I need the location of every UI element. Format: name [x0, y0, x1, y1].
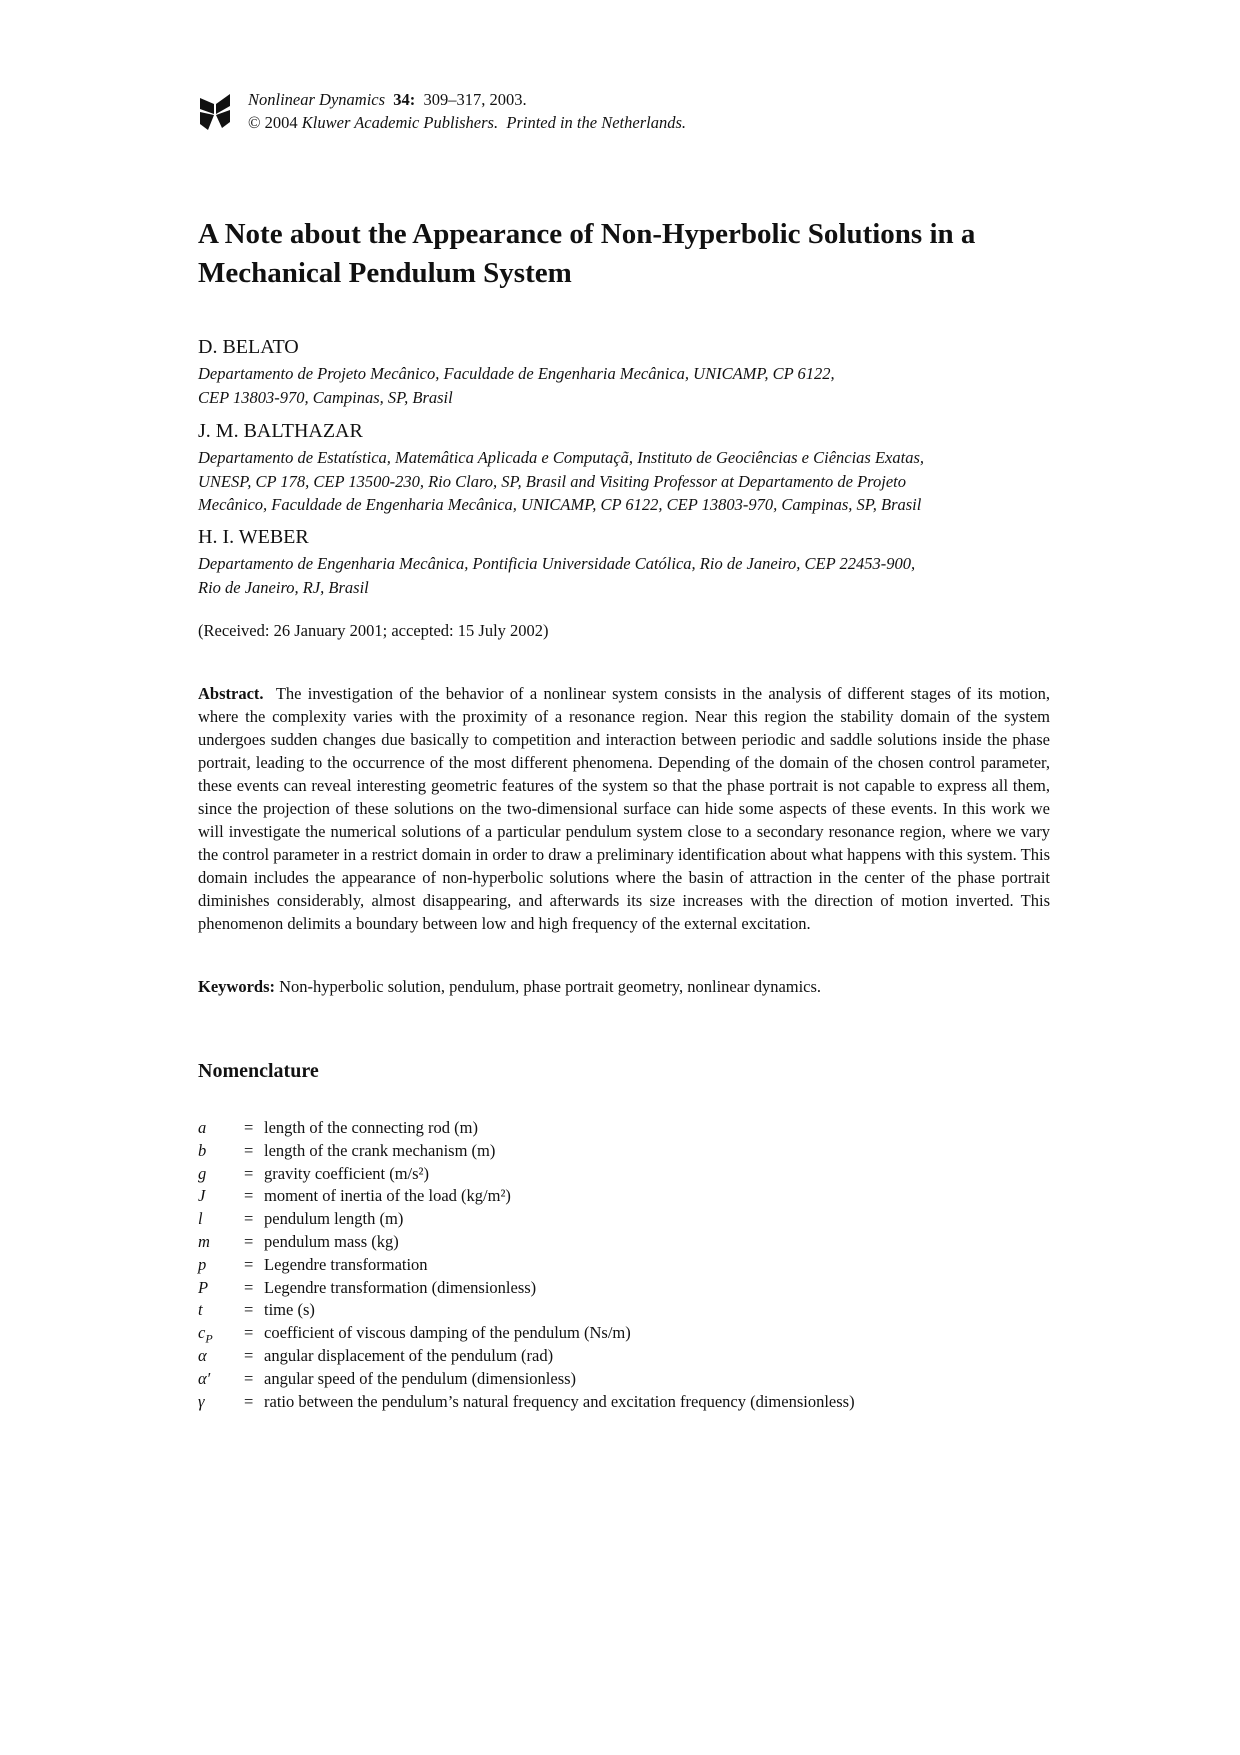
author-2: [198, 418, 1078, 517]
nomenclature-symbol: α′: [198, 1368, 211, 1388]
nomenclature-description: time (s): [264, 1300, 315, 1320]
nomenclature-symbol: $c_P$: [198, 1323, 213, 1346]
keywords: [198, 976, 1058, 998]
nomenclature-equals: =: [244, 1345, 254, 1365]
nomenclature-description: gravity coefficient (m/s²): [264, 1163, 429, 1183]
nomenclature-row: [198, 1208, 1098, 1231]
author-affiliation: [198, 552, 1078, 599]
nomenclature-equals: =: [244, 1163, 254, 1183]
nomenclature-equals: =: [244, 1368, 254, 1388]
journal-pages: 309–317, 2003.: [423, 90, 527, 109]
nomenclature-symbol: α: [198, 1345, 207, 1365]
paper-title: [198, 215, 1098, 293]
nomenclature-description: coefficient of viscous damping of the pendulum (Ns/m): [264, 1323, 631, 1343]
author-affiliation: [198, 446, 1078, 517]
nomenclature-description: Legendre transformation: [264, 1254, 428, 1274]
nomenclature-description: moment of inertia of the load (kg/m²): [264, 1186, 511, 1206]
nomenclature-description: ratio between the pendulum’s natural frequency and excitation frequency (dimensionless): [264, 1391, 855, 1411]
title-line-2: Mechanical Pendulum System: [198, 257, 572, 289]
nomenclature-description: pendulum length (m): [264, 1209, 404, 1229]
nomenclature-row: [198, 1345, 1098, 1368]
nomenclature-symbol: l: [198, 1209, 203, 1229]
affiliation-line: Departamento de Engenharia Mecânica, Pontificia Universidade Católica, Rio de Janeiro, CEP 22453-900,: [198, 554, 916, 573]
keywords-label: Keywords:: [198, 977, 275, 996]
nomenclature-symbol: g: [198, 1163, 207, 1183]
nomenclature-row: [198, 1391, 1098, 1414]
nomenclature-heading: Nomenclature: [198, 1060, 319, 1082]
publisher-logo-icon: [198, 92, 232, 132]
affiliation-line: Departamento de Projeto Mecânico, Faculdade de Engenharia Mecânica, UNICAMP, CP 6122,: [198, 364, 835, 383]
nomenclature-description: pendulum mass (kg): [264, 1231, 399, 1251]
nomenclature-equals: =: [244, 1323, 254, 1343]
nomenclature-row: [198, 1277, 1098, 1300]
nomenclature-row: [198, 1231, 1098, 1254]
nomenclature-symbol: b: [198, 1140, 207, 1160]
nomenclature-equals: =: [244, 1186, 254, 1206]
copyright: © 2004: [248, 113, 298, 132]
nomenclature-row: [198, 1117, 1098, 1140]
journal-citation: [248, 88, 686, 134]
printed-in: Printed in the Netherlands.: [506, 113, 687, 132]
journal-name: Nonlinear Dynamics: [248, 90, 386, 109]
nomenclature-equals: =: [244, 1277, 254, 1297]
nomenclature-equals: =: [244, 1140, 254, 1160]
author-3: [198, 524, 1078, 599]
nomenclature-row: [198, 1140, 1098, 1163]
nomenclature-symbol: J: [198, 1186, 206, 1206]
nomenclature-list: [198, 1117, 1098, 1413]
journal-volume: 34:: [393, 90, 416, 109]
nomenclature-row: [198, 1299, 1098, 1322]
nomenclature-equals: =: [244, 1391, 254, 1411]
title-line-1: A Note about the Appearance of Non-Hyperbolic Solutions in a: [198, 218, 976, 250]
keywords-text: Non-hyperbolic solution, pendulum, phase portrait geometry, nonlinear dynamics.: [279, 977, 822, 996]
author-name: D. BELATO: [198, 336, 299, 358]
abstract-label: Abstract.: [198, 684, 264, 703]
nomenclature-row: [198, 1163, 1098, 1186]
nomenclature-symbol: γ: [198, 1391, 205, 1411]
affiliation-line: Mecânico, Faculdade de Engenharia Mecânica, UNICAMP, CP 6122, CEP 13803-970, Campinas, SP, Brasil: [198, 495, 922, 514]
nomenclature-row: [198, 1185, 1098, 1208]
nomenclature-row: [198, 1254, 1098, 1277]
nomenclature-row: [198, 1322, 1098, 1345]
nomenclature-symbol: m: [198, 1231, 210, 1251]
received-dates: (Received: 26 January 2001; accepted: 15 July 2002): [198, 621, 549, 640]
nomenclature-symbol: a: [198, 1118, 207, 1137]
nomenclature-description: angular displacement of the pendulum (rad): [264, 1345, 554, 1365]
nomenclature-equals: =: [244, 1231, 254, 1251]
nomenclature-description: length of the crank mechanism (m): [264, 1140, 496, 1160]
publisher: Kluwer Academic Publishers.: [301, 113, 499, 132]
nomenclature-description: length of the connecting rod (m): [264, 1118, 478, 1137]
author-name: H. I. WEBER: [198, 526, 309, 548]
nomenclature-description: Legendre transformation (dimensionless): [264, 1277, 537, 1297]
nomenclature-symbol: t: [198, 1300, 203, 1320]
nomenclature-equals: =: [244, 1209, 254, 1229]
affiliation-line: Departamento de Estatística, Matemâtica Aplicada e Computaçã, Instituto de Geociências e Ciências Exatas,: [198, 448, 925, 467]
nomenclature-equals: =: [244, 1300, 254, 1320]
abstract: [198, 682, 1050, 935]
affiliation-line: CEP 13803-970, Campinas, SP, Brasil: [198, 387, 453, 407]
author-name: J. M. BALTHAZAR: [198, 420, 363, 442]
affiliation-line: UNESP, CP 178, CEP 13500-230, Rio Claro, SP, Brasil and Visiting Professor at Departamento de Projeto: [198, 471, 906, 491]
abstract-text: The investigation of the behavior of a nonlinear system consists in the analysis of different stages of its motion, where the complexity varies with the proximity of a resonance region. Near this region the stability domain of the system undergoes sudden changes due basically to competition and interaction between periodic and saddle solutions inside the phase portrait, leading to the occurrence of the most different phenomena. Depending of the domain of the chosen control parameter, these events can reveal interesting geometric features of the system so that the phase portrait is not capable to express all them, since the projection of these solutions on the two-dimensional surface can hide some aspects of these events. In this work we will investigate the numerical solutions of a particular pendulum system close to a secondary resonance region, where we vary the control parameter in a restrict domain in order to draw a preliminary identification about what happens with this system. This domain includes the appearance of non-hyperbolic solutions where the basin of attraction in the center of the phase portrait diminishes considerably, almost disappearing, and afterwards its size increases with the direction of motion inverted. This phenomenon delimits a boundary between low and high frequency of the external excitation.: [198, 684, 1051, 933]
author-1: [198, 334, 1078, 409]
nomenclature-equals: =: [244, 1118, 254, 1137]
nomenclature-equals: =: [244, 1254, 254, 1274]
nomenclature-row: [198, 1368, 1098, 1391]
nomenclature-symbol: P: [198, 1277, 209, 1297]
nomenclature-symbol: p: [198, 1254, 207, 1274]
affiliation-line: Rio de Janeiro, RJ, Brasil: [198, 577, 369, 597]
author-affiliation: [198, 362, 1078, 409]
nomenclature-description: angular speed of the pendulum (dimensionless): [264, 1368, 577, 1388]
